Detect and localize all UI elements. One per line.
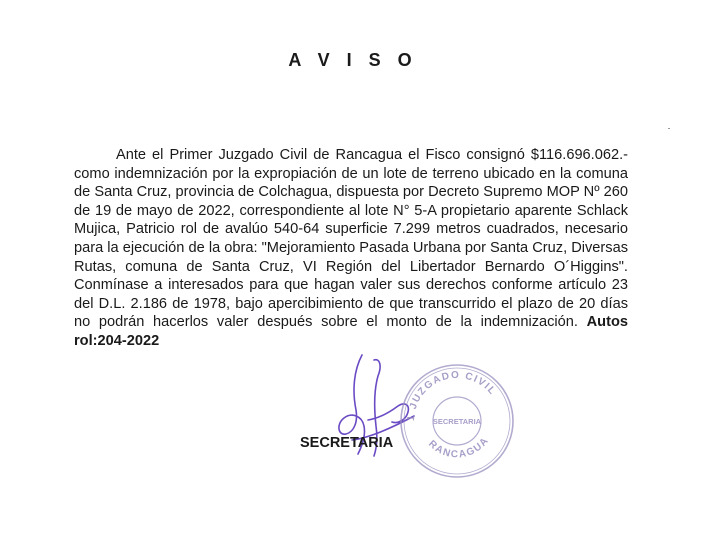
svg-text:RANCAGUA <box>426 435 491 461</box>
seal-outer-text: 1 JUZGADO CIVIL <box>405 369 499 422</box>
notice-paragraph: Ante el Primer Juzgado Civil de Rancagua el Fisco consignó $116.696.062.- como indemnización por la expropiación de un lote de terreno ubicado en la comuna de Santa Cruz, provincia de Colchagua, dispuesta por Decreto Supremo MOP Nº 260 de 19 de mayo de 2022, correspondiente al lote N° 5-A propietario aparente Schlack Mujica, Patricio rol de avalúo 540-64 superficie 7.299 metros cuadrados, necesario para la ejecución de la obra: "Mejoramiento Pasada Urbana por Santa Cruz, Diversas Rutas, comuna de Santa Cruz, VI Región del Libertador Bernardo O´Higgins". Conmínase a interesados para que hagan valer sus derechos conforme artículo 23 del D.L. 2.186 de 1978, bajo apercibimiento de que transcurrido el plazo de 20 días no podrán hacerlos valer después sobre el monto de la indemnización. <box>74 147 628 331</box>
notice-body <box>74 146 628 351</box>
court-seal <box>398 362 516 480</box>
signer-title: SECRETARIA <box>300 435 394 451</box>
document-title: A V I S O <box>288 50 418 70</box>
seal-bottom-text: RANCAGUA <box>426 434 492 461</box>
svg-text:1 JUZGADO CIVIL <box>406 370 498 421</box>
autos-rol: Autos rol:204-2022 <box>74 314 628 349</box>
scan-speck <box>668 128 670 129</box>
seal-center-text: SECRETARIA <box>432 417 482 426</box>
